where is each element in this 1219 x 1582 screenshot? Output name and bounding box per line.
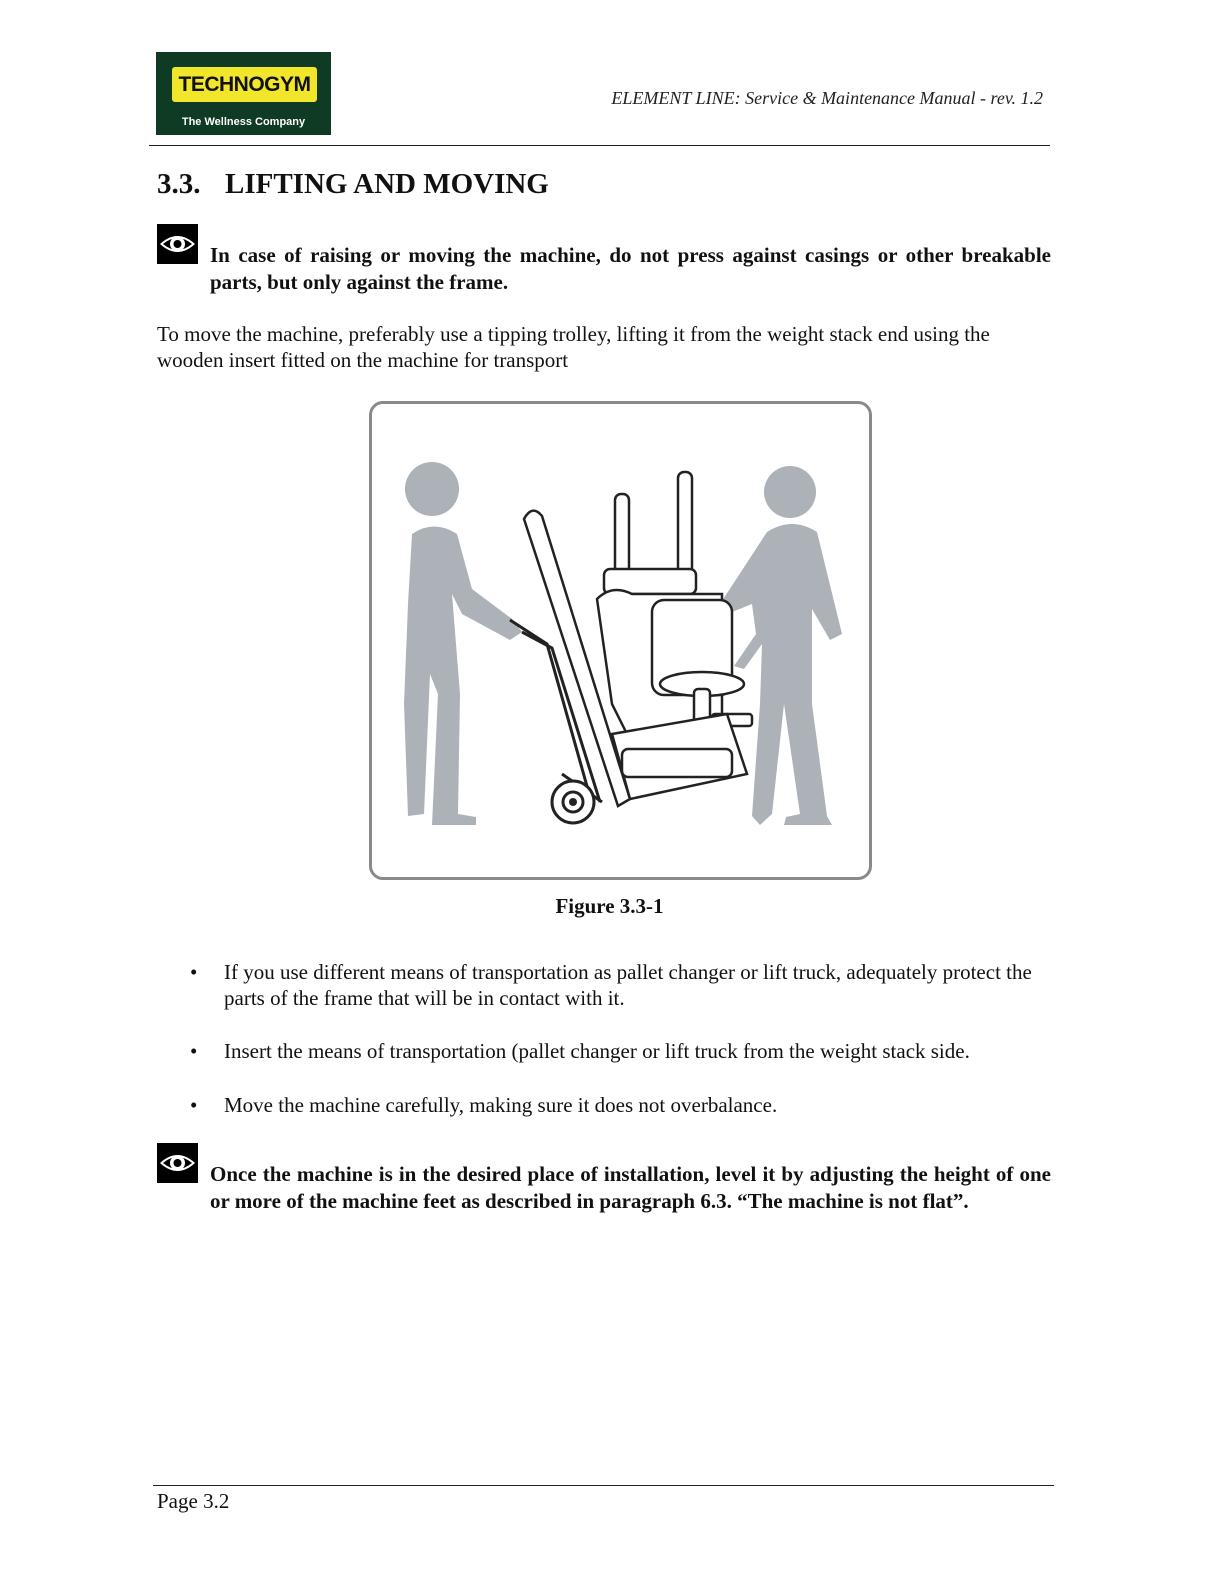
- figure-lifting-illustration: [369, 401, 872, 880]
- logo-brand: TECHNOGYM: [172, 67, 317, 102]
- warning-text-leveling: Once the machine is in the desired place of installation, level it by adjusting the height of one or more of the machine feet as described in paragraph 6.3. “The machine is not flat”.: [210, 1162, 1051, 1213]
- warning-text-frame: In case of raising or moving the machine, do not press against casings or other breakable parts, but only against the frame.: [210, 243, 1051, 294]
- header-divider: [149, 145, 1050, 146]
- trolley-wheel: [552, 781, 594, 823]
- figure-caption: Figure 3.3-1: [555, 894, 664, 918]
- logo-tagline: The Wellness Company: [181, 116, 306, 128]
- eye-warning-icon: [157, 224, 198, 264]
- page-number: Page 3.2: [157, 1489, 230, 1513]
- intro-paragraph: To move the machine, preferably use a tipping trolley, lifting it from the weight stack end using the wooden insert fitted on the machine for transport: [157, 322, 990, 372]
- bullet-dot: •: [190, 960, 198, 984]
- eye-warning-icon: [157, 1143, 198, 1183]
- machine-on-trolley: [524, 472, 752, 806]
- technogym-logo: [156, 52, 331, 135]
- list-item-text: If you use different means of transportation as pallet changer or lift truck, adequately protect the parts of the frame that will be in contact with it.: [224, 960, 1032, 1010]
- section-title: LIFTING AND MOVING: [225, 168, 549, 200]
- left-person-figure: [404, 462, 522, 825]
- list-item-text: Move the machine carefully, making sure it does not overbalance.: [224, 1093, 778, 1117]
- bullet-dot: •: [190, 1039, 198, 1063]
- list-item-text: Insert the means of transportation (pallet changer or lift truck from the weight stack side.: [224, 1039, 970, 1063]
- manual-title: ELEMENT LINE: Service & Maintenance Manual - rev. 1.2: [611, 88, 1043, 108]
- footer-divider: [153, 1485, 1054, 1486]
- section-number: 3.3.: [157, 168, 201, 200]
- bullet-dot: •: [190, 1093, 198, 1117]
- section-heading: [157, 168, 549, 201]
